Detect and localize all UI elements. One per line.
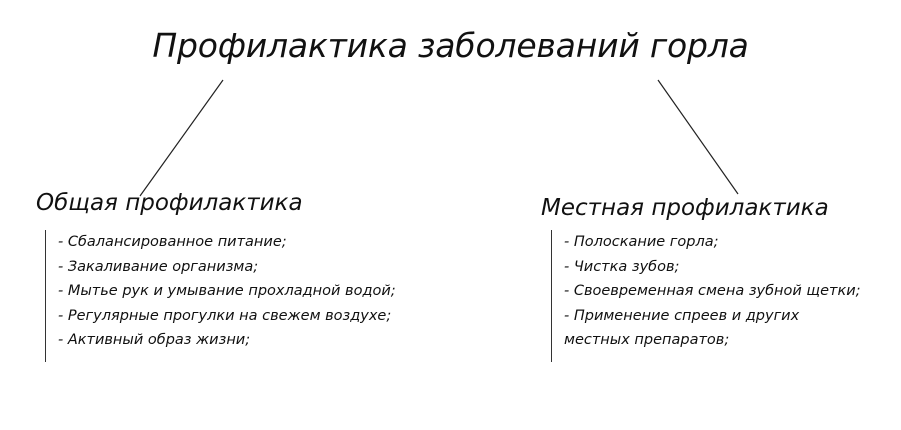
list-item: - Регулярные прогулки на свежем воздухе; [58, 307, 392, 324]
list-item: - Полоскание горла; [564, 234, 719, 250]
branch-title-general: Общая профилактика [36, 190, 303, 216]
diagram-title: Профилактика заболеваний горла [152, 26, 749, 65]
connector-line-left [140, 80, 223, 196]
list-item: - Активный образ жизни; [58, 332, 251, 348]
list-item: - Применение спреев и других [564, 307, 800, 324]
branch-list-general [45, 230, 396, 362]
list-item: местных препаратов; [564, 332, 730, 348]
branch-title-local: Местная профилактика [541, 195, 829, 221]
list-item: - Мытье рук и умывание прохладной водой; [58, 283, 396, 299]
list-item: - Чистка зубов; [564, 258, 680, 275]
connector-line-right [658, 80, 738, 194]
list-item: - Закаливание организма; [58, 258, 259, 275]
branch-list-local [551, 230, 861, 362]
list-item: - Своевременная смена зубной щетки; [564, 283, 861, 299]
list-item: - Сбалансированное питание; [58, 234, 287, 250]
